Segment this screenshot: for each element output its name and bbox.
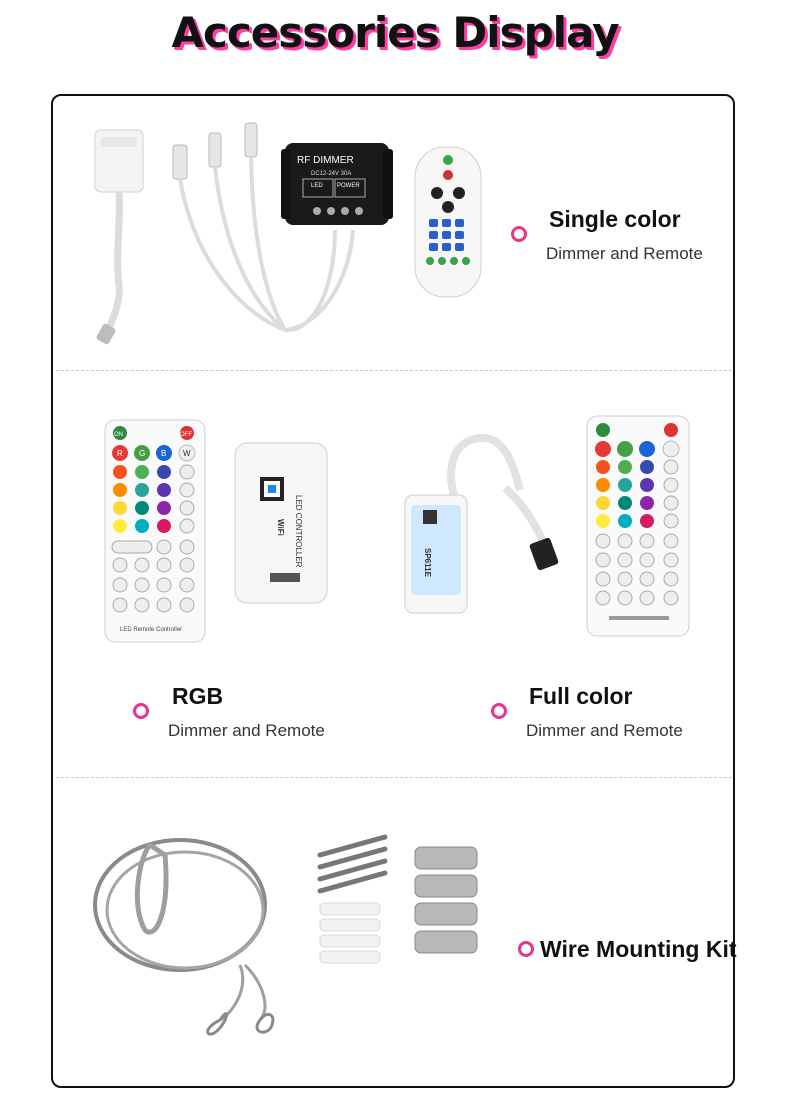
- rf-dimmer-power-label: POWER: [337, 183, 360, 189]
- single-color-bullet-icon: [511, 226, 527, 242]
- sp-controller-model: SP611E: [423, 548, 432, 577]
- rgb-remote-footer: LED Remote Controller: [120, 627, 183, 633]
- rf-dimmer-led-label: LED: [311, 183, 323, 189]
- rgb-controller-wifi: WiFi: [276, 519, 285, 536]
- screws-image: [320, 837, 385, 891]
- single-color-remote-image: [415, 147, 481, 297]
- steel-wire-rope-image: [95, 840, 273, 1034]
- full-color-subtitle: Dimmer and Remote: [526, 721, 683, 740]
- rgb-remote-g: G: [139, 449, 146, 458]
- rgb-remote-r: R: [117, 449, 123, 458]
- section-divider: [56, 777, 732, 778]
- standoff-fittings-image: [415, 847, 477, 953]
- rf-dimmer-name: RF DIMMER: [297, 155, 354, 166]
- rgb-remote-on: ON: [114, 432, 123, 438]
- rgb-wifi-controller-image: [235, 443, 327, 603]
- section-divider: [56, 370, 732, 371]
- rf-dimmer-image: [281, 143, 393, 225]
- wire-mounting-kit-photo: [90, 815, 490, 1045]
- rgb-remote-b: B: [161, 449, 167, 458]
- single-color-subtitle: Dimmer and Remote: [546, 244, 703, 263]
- rgb-remote-image: [105, 420, 205, 642]
- full-color-kit-photo: [395, 410, 695, 642]
- rgb-title: RGB: [172, 683, 224, 709]
- rgb-remote-off: OFF: [180, 432, 192, 438]
- rgb-subtitle: Dimmer and Remote: [168, 721, 325, 740]
- wire-kit-bullet-icon: [518, 941, 534, 957]
- full-color-title: Full color: [529, 683, 633, 709]
- rgb-kit-photo: [100, 415, 340, 650]
- sp611e-controller-image: [405, 438, 559, 613]
- full-color-remote-image: [587, 416, 689, 636]
- page-title: Accessories Display: [171, 8, 619, 57]
- single-color-kit-photo: [85, 115, 505, 355]
- full-color-bullet-icon: [491, 703, 507, 719]
- wire-kit-title: Wire Mounting Kit: [540, 936, 737, 962]
- rf-dimmer-rating: DC12-24V 30A: [311, 171, 352, 177]
- mini-receiver-image: [95, 130, 143, 345]
- rgb-remote-w: W: [183, 449, 191, 458]
- rgb-bullet-icon: [133, 703, 149, 719]
- single-color-title: Single color: [549, 206, 681, 232]
- rgb-controller-text: LED CONTROLLER: [294, 495, 303, 568]
- wall-anchors-image: [320, 903, 380, 963]
